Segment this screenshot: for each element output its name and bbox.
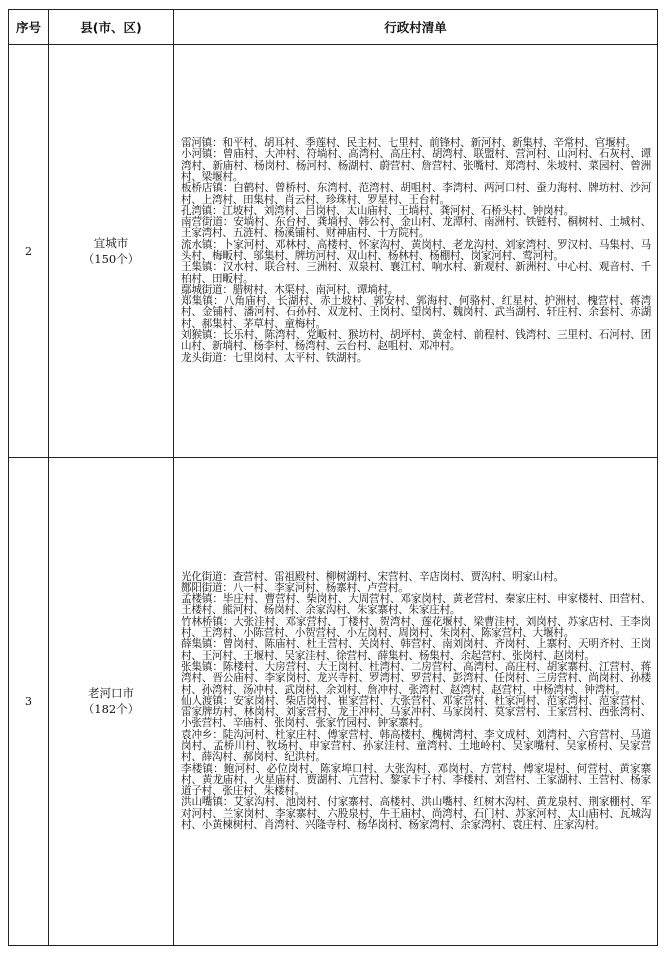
town-entry: 孟楼镇：毕庄村、曹营村、柴岗村、大周营村、邓家岗村、黄老营村、秦家庄村、申家楼村、田营村、王楼村、熊河村、杨岗村、余家沟村、朱家寨村、朱家庄村。 — [181, 593, 651, 617]
town-entry: 板桥店镇：白鹤村、曾桥村、东湾村、范湾村、胡咀村、李湾村、两河口村、蚕力海村、牌坊村、沙河村、上湾村、田集村、肖云村、珍珠村、罗星村、王台村。 — [181, 182, 651, 206]
row-serial-number: 3 — [9, 457, 49, 945]
town-entry: 薛集镇：曾岗村、陈庙村、杜王营村、关岗村、韩营村、南刘岗村、齐岗村、上寨村、天明齐村、王岗村、王河村、王堰村、吴家洼村、徐营村、薛集村、杨集村、余起营村、张岗村、赵岗村。 — [181, 638, 651, 662]
town-entry: 张集镇：陈楼村、大房营村、大王岗村、杜湾村、二房营村、高湾村、高庄村、胡家寨村、江营村、蒋湾村、晋公庙村、李家岗村、龙兴寺村、罗湾村、罗营村、彭湾村、任岗村、三房营村、尚岗村、孙楼村、孙湾村、汤冲村、武岗村、余刘村、詹冲村、张湾村、赵湾村、赵营村、中杨湾村、钟湾村。 — [181, 660, 651, 696]
town-entry: 郑集镇：八角庙村、长湖村、赤土坡村、郭安村、郭海村、何骆村、红星村、护洲村、槐营村、蒋湾村、金铺村、潘河村、石孙村、双龙村、王岗村、望岗村、魏岗村、武当湖村、轩庄村、余套村、赤湖村、郝集村、茅草村、童梅村。 — [181, 295, 651, 330]
town-entry: 南营街道：安埫村、东台村、龚埫村、韩公村、金山村、龙潭村、南洲村、铁链村、桐树村、土城村、王家湾村、五涟村、杨溪铺村、财神庙村、十方院村。 — [181, 216, 651, 240]
header-serial-number: 序号 — [9, 10, 49, 45]
town-entry: 竹林桥镇：大张洼村、邓家营村、丁楼村、贺湾村、莲花堰村、梁曹洼村、刘岗村、苏家店村、王李岗村、王湾村、小陈营村、小贺营村、小左岗村、周岗村、朱岗村、陈家营村、大堰村。 — [181, 615, 651, 640]
village-list-cell — [174, 457, 658, 945]
town-entry: 仙人渡镇：安家岗村、柴店岗村、崔家营村、大张营村、邓家营村、杜家河村、范家湾村、范家营村、雷家牌坊村、林岗村、刘家营村、龙王冲村、马家冲村、马家岗村、莫家营村、王家营村、西张湾村、小张营村、辛庙村、张岗村、张家竹园村、钟家寨村。 — [181, 694, 651, 730]
town-entry: 流水镇：卜家河村、邓林村、高楼村、怀家沟村、黄岗村、老龙沟村、刘家湾村、罗汉村、马集村、马头村、梅畈村、邬集村、牌坊河村、双山村、杨林村、杨棚村、岗家河村、莺河村。 — [181, 238, 651, 262]
table-header-row — [9, 10, 658, 45]
village-count: （182个） — [82, 702, 140, 717]
county-name: 宜城市 — [93, 236, 129, 250]
town-entry: 酂阳街道：八一村、李家河村、杨寨村、卢营村。 — [181, 581, 409, 594]
town-entry: 龙头街道：七里岗村、太平村、铁湖村。 — [181, 351, 368, 364]
town-entry: 刘猴镇：长乐村、陈湾村、党畈村、猴坊村、胡坪村、黄金村、前程村、钱湾村、三里村、石河村、团山村、新埫村、杨李村、杨湾村、云台村、赵咀村、邓冲村。 — [181, 329, 651, 353]
county-cell — [49, 457, 174, 945]
town-entry: 小河镇：曾庙村、大冲村、符埫村、高湾村、高庄村、胡湾村、联盟村、营河村、山河村、石灰村、谭湾村、新庙村、杨岗村、杨河村、杨湖村、蔚营村、詹营村、张嘴村、郑湾村、朱坡村、菜园村、曾洲村、梁堰村。 — [181, 148, 651, 183]
town-entry: 王集镇：汉水村、联合村、三洲村、双泉村、襄江村、响水村、新观村、新洲村、中心村、观音村、千柏村、田畈村。 — [181, 261, 651, 285]
table-row — [9, 457, 658, 945]
header-county: 县(市、区) — [49, 10, 174, 45]
town-entry: 袁冲乡：陡沟河村、杜家庄村、傅家营村、韩高楼村、槐树湾村、李文成村、刘湾村、六官营村、马道岗村、孟桥川村、牧场村、申家营村、孙家洼村、童湾村、土地岭村、吴家嘴村、吴家桥村、吴家营村、薛沟村、郝岗村、纪洪村。 — [181, 728, 651, 764]
county-name: 老河口市 — [88, 686, 134, 701]
row-serial-number: 2 — [9, 45, 49, 458]
county-cell — [49, 45, 174, 458]
village-list-cell — [174, 45, 658, 458]
village-count: （150个） — [82, 252, 140, 266]
town-entry: 鄢城街道：腊树村、木渠村、南河村、谭埫村。 — [181, 283, 399, 296]
village-list-table — [8, 9, 658, 946]
town-entry: 李楼镇：鲍河村、必位岗村、陈家埠口村、大张沟村、邓岗村、方营村、傅家堤村、何营村、黄家寨村、黄龙庙村、火星庙村、贾湖村、亢营村、黎家卡子村、李楼村、刘营村、王家湖村、王营村、杨家道子村、张庄村、朱楼村。 — [181, 762, 651, 798]
town-entry: 孔湾镇：江坡村、刘湾村、吕岗村、太山庙村、王埫村、龚河村、石桥头村、钟岗村。 — [181, 204, 575, 217]
town-entry: 光化街道：查营村、雷祖殿村、柳树湖村、宋营村、辛店岗村、贾沟村、明家山村。 — [181, 570, 564, 583]
header-village-list: 行政村清单 — [174, 10, 658, 45]
town-entry: 洪山嘴镇：艾家沟村、池岗村、付家寨村、高楼村、洪山嘴村、红树木沟村、黄龙泉村、荆家棚村、军对河村、兰家岗村、李家寨村、六股泉村、牛王庙村、尚湾村、石门村、苏家河村、太山庙村、瓦城沟村、小黄楝树村、肖湾村、兴隆寺村、杨华岗村、杨家湾村、余家湾村、袁庄村、庄家沟村。 — [181, 796, 651, 832]
town-entry: 雷河镇：和平村、胡耳村、季莲村、民主村、七里村、前锋村、新河村、新集村、辛常村、官堰村。 — [181, 137, 637, 150]
table-row — [9, 45, 658, 458]
